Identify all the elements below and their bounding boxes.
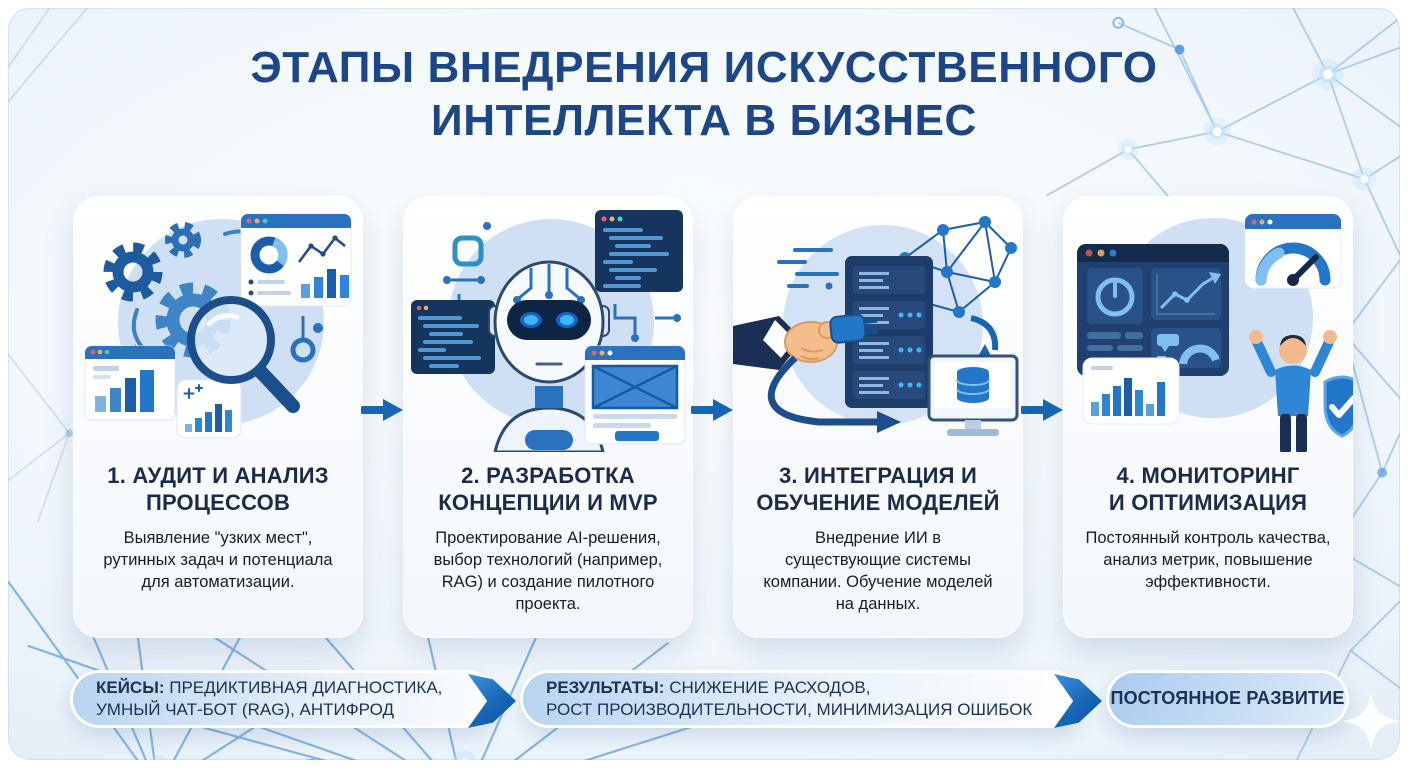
development-chip [1106,670,1349,728]
card-body: Проектирование AI-решения, выбор технологий (например, RAG) и создание пилотного проекта. [433,528,663,613]
shield-check-icon [1325,377,1353,436]
page-title [8,42,1400,148]
code-window [411,300,495,374]
step-card-3 [733,196,1023,638]
cases-line-1: КЕЙСЫ: ПРЕДИКТИВНАЯ ДИАГНОСТИКА, [96,677,443,697]
monitor-database-icon [929,356,1017,436]
audit-illustration [73,200,363,452]
background-frame [8,8,1400,760]
page-title-text: ЭТАПЫ ВНЕДРЕНИЯ ИСКУССТВЕННОГО ИНТЕЛЛЕКТА В БИЗНЕС [250,43,1158,145]
sparkle-icon [1340,690,1400,752]
analytics-window [241,214,351,306]
card-body: Постоянный контроль качества, анализ метрик, повышение эффективности. [1085,528,1331,591]
step-card-4 [1063,196,1353,638]
step-arrow-icon [1021,397,1065,423]
step-card-2 [403,196,693,638]
dashboard-window [1077,244,1229,376]
step-arrow-icon [691,397,735,423]
cases-label: КЕЙСЫ: [96,677,165,697]
card-title: 4. МОНИТОРИНГ И ОПТИМИЗАЦИЯ [1108,463,1308,516]
results-line-1: РЕЗУЛЬТАТЫ: СНИЖЕНИЕ РАСХОДОВ, [546,677,871,697]
results-chip [520,670,1082,728]
mini-bar-card [177,380,241,438]
development-label: ПОСТОЯННОЕ РАЗВИТИЕ [1110,688,1345,709]
mvp-illustration [403,200,693,452]
card-title: 3. ИНТЕГРАЦИЯ И ОБУЧЕНИЕ МОДЕЛЕЙ [756,463,1000,516]
step-arrow-icon [361,397,405,423]
dot [826,283,833,290]
bar-chart-window [85,346,175,420]
card-body: Выявление "узких мест", рутинных задач и потенциала для автоматизации. [103,528,333,591]
cases-chip [70,670,497,728]
integration-illustration [733,200,1023,452]
speedometer-window [1245,214,1341,288]
code-window [595,210,683,292]
results-line-2: РОСТ ПРОИЗВОДИТЕЛЬНОСТИ, МИНИМИЗАЦИЯ ОШИБОК [546,700,1033,719]
wireframe-window [585,346,685,444]
card-body: Внедрение ИИ в существующие системы компании. Обучение моделей на данных. [763,528,993,613]
card-title: 1. АУДИТ И АНАЛИЗ ПРОЦЕССОВ [107,463,329,516]
results-label: РЕЗУЛЬТАТЫ: [546,677,665,697]
monitoring-illustration [1063,200,1353,452]
card-title: 2. РАЗРАБОТКА КОНЦЕПЦИИ И MVP [438,463,658,516]
cases-line-2: УМНЫЙ ЧАТ-БОТ (RAG), АНТИФРОД [96,700,394,719]
step-card-1 [73,196,363,638]
bar-chart-card [1083,358,1179,424]
